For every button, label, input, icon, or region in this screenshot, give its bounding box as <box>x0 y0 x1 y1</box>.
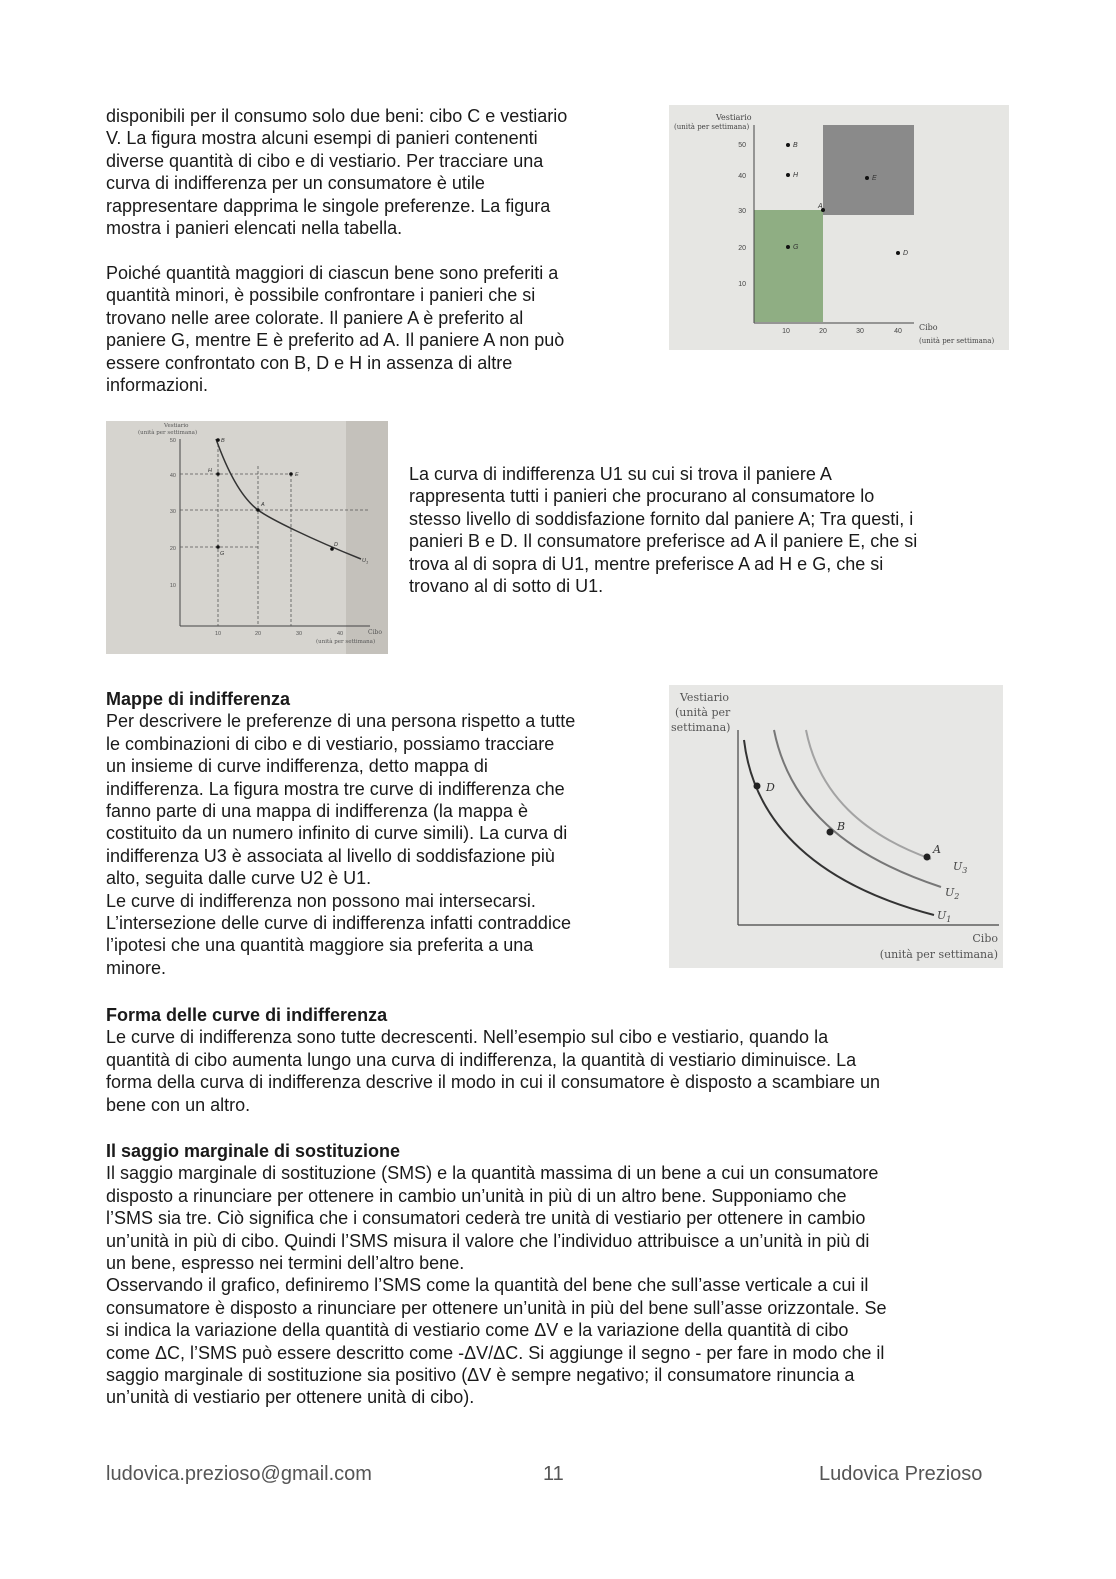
point-a <box>256 508 260 512</box>
x-tick-label: 40 <box>336 631 344 637</box>
x-tick-label: 10 <box>782 328 790 335</box>
text-line: consumatore è disposto a rinunciare per ottenere un’unità in più del bene sull’asse orizzontale. Se <box>106 1297 887 1318</box>
footer-author: Ludovica Prezioso <box>819 1463 983 1485</box>
section-heading: Il saggio marginale di sostituzione <box>106 1141 401 1161</box>
x-tick-label: 20 <box>819 328 827 335</box>
text-line: informazioni. <box>106 375 209 396</box>
x-axis-label: Cibo <box>368 629 382 636</box>
section-heading: Mappe di indifferenza <box>106 689 291 709</box>
x-tick-label: 30 <box>856 328 864 335</box>
text-line: Poiché quantità maggiori di ciascun bene sono preferiti a <box>106 263 559 283</box>
text-line: Le curve di indifferenza non possono mai intersecarsi. <box>106 890 536 911</box>
maps-section <box>106 688 651 979</box>
y-axis-label: Vestiario <box>716 113 752 122</box>
text-line: paniere G, mentre E è preferito ad A. Il paniere A non può <box>106 330 565 351</box>
text-line: l’SMS sia tre. Ciò significa che i consumatori cederà tre unità di vestiario per ottenere in cambio <box>106 1208 866 1229</box>
x-axis-label: Cibo <box>919 323 938 332</box>
text-line: alto, seguita dalle curve U2 è U1. <box>106 868 372 889</box>
u1-paragraph <box>409 463 1009 597</box>
point-label: E <box>872 175 877 182</box>
x-axis-label-unit: (unità per settimana) <box>919 337 995 345</box>
point-h <box>786 173 790 177</box>
text-line: La curva di indifferenza U1 su cui si trova il paniere A <box>409 464 832 484</box>
intro-paragraph <box>106 105 651 239</box>
text-line: mostra i panieri elencati nella tabella. <box>106 218 403 239</box>
text-line: trovano nelle aree colorate. Il paniere A è preferito al <box>106 307 524 328</box>
text-line: stesso livello di soddisfazione fornito dal paniere A; Tra questi, i <box>409 508 914 529</box>
text-line: un’unità di vestiario per ottenere unità di cibo). <box>106 1387 475 1408</box>
text-line: essere confrontato con B, D e H in assenza di altre <box>106 352 513 373</box>
point-label: E <box>295 472 299 478</box>
text-line: indifferenza. La figura mostra tre curve di indifferenza che <box>106 778 565 799</box>
point-b <box>786 143 790 147</box>
text-line: forma della curva di indifferenza descrive il modo in cui il consumatore è disposto a scambiare un <box>106 1072 881 1093</box>
text-line: Per descrivere le preferenze di una persona rispetto a tutte <box>106 711 576 732</box>
x-tick-label: 40 <box>894 328 902 335</box>
text-line: le combinazioni di cibo e di vestiario, possiamo tracciare <box>106 733 555 754</box>
y-axis-label-unit: (unità per settimana) <box>138 430 198 436</box>
y-tick-label: 50 <box>738 142 746 149</box>
point-label: D <box>766 781 775 794</box>
text-line: rappresentare dapprima le singole preferenze. La figura <box>106 195 551 216</box>
text-line: bene con un altro. <box>106 1094 251 1115</box>
text-line: curva di indifferenza per un consumatore è utile <box>106 173 485 194</box>
figure-basket-areas-svg <box>669 105 1009 350</box>
text-line: rappresenta tutti i panieri che procurano al consumatore lo <box>409 486 875 507</box>
x-tick-label: 20 <box>254 631 262 637</box>
less-preferred-area-green <box>754 210 823 322</box>
text-line: trova al di sopra di U1, mentre preferisce A ad H e G, che si <box>409 553 884 574</box>
photo-shadow <box>346 421 388 654</box>
point-label: H <box>793 172 799 179</box>
point-label: G <box>220 551 225 557</box>
point-a <box>924 854 931 861</box>
footer-email: ludovica.prezioso@gmail.com <box>106 1463 372 1485</box>
point-h <box>216 472 220 476</box>
point-label: B <box>793 142 798 149</box>
y-tick-label: 40 <box>169 473 176 479</box>
curve-label-u1: $U_1$ <box>937 909 952 924</box>
y-axis-label-unit: (unità per settimana) <box>674 123 750 131</box>
text-line: costituito da un numero infinito di curve simili). La curva di <box>106 823 568 844</box>
text-line: disponibili per il consumo solo due beni: cibo C e vestiario <box>106 106 568 126</box>
x-axis-label-unit: (unità per settimana) <box>316 639 376 645</box>
y-tick-label: 40 <box>738 173 746 180</box>
text-line: V. La figura mostra alcuni esempi di panieri contenenti <box>106 128 538 149</box>
text-line: diverse quantità di cibo e di vestiario. Per tracciare una <box>106 150 544 171</box>
point-label: A <box>818 203 823 210</box>
point-label: B <box>221 438 225 444</box>
y-tick-label: 10 <box>738 281 746 288</box>
photo-background <box>106 421 388 654</box>
text-line: panieri B e D. Il consumatore preferisce ad A il paniere E, che si <box>409 531 918 552</box>
text-line: quantità minori, è possibile confrontare i panieri che si <box>106 285 536 306</box>
point-label: H <box>208 468 212 474</box>
y-axis-label: Vestiario <box>164 423 189 429</box>
text-line: minore. <box>106 957 167 978</box>
text-line: Osservando il grafico, definiremo l’SMS come la quantità del bene che sull’asse verticale a cui il <box>106 1275 869 1296</box>
preference-paragraph <box>106 262 651 396</box>
x-tick-label: 30 <box>295 631 303 637</box>
text-line: saggio marginale di sostituzione sia positivo (ΔV è sempre negativo; il consumatore rinuncia a <box>106 1365 855 1386</box>
y-axis-label: Vestiario <box>680 691 729 704</box>
point-d <box>896 251 900 255</box>
text-line: un bene, espresso nei termini dell’altro bene. <box>106 1253 465 1274</box>
y-axis-label-unit: (unità per <box>675 706 731 719</box>
figure-indifference-map <box>669 685 1003 968</box>
y-tick-label: 20 <box>169 546 176 552</box>
text-line: indifferenza U3 è associata al livello di soddisfazione più <box>106 845 555 866</box>
text-line: Le curve di indifferenza sono tutte decrescenti. Nell’esempio sul cibo e vestiario, quando la <box>106 1027 829 1048</box>
sms-section <box>106 1140 1016 1409</box>
y-axis-label-unit: settimana) <box>671 721 731 734</box>
figure-basket-areas <box>669 105 1009 350</box>
x-axis-label-unit: (unità per settimana) <box>879 948 998 961</box>
curve-label-u1: $U_1$ <box>362 558 369 565</box>
figure-u1-svg <box>106 421 388 654</box>
y-tick-label: 20 <box>738 245 746 252</box>
figure-indifference-curve-u1 <box>106 421 388 654</box>
point-label: B <box>837 820 846 833</box>
curve-label-u2: $U_2$ <box>945 886 960 901</box>
text-line: si indica la variazione della quantità di vestiario come ΔV e la variazione della quantità di cibo <box>106 1320 849 1341</box>
figure-map-svg <box>669 685 1003 968</box>
point-b <box>827 829 834 836</box>
shape-section <box>106 1004 1016 1116</box>
x-axis-label: Cibo <box>972 932 998 945</box>
point-g <box>786 245 790 249</box>
text-line: Il saggio marginale di sostituzione (SMS) e la quantità massima di un bene a cui un consumatore <box>106 1163 879 1184</box>
point-label: G <box>793 244 799 251</box>
text-line: l’ipotesi che una quantità maggiore sia preferita a una <box>106 935 534 956</box>
text-line: come ΔC, l’SMS può essere descritto come -ΔV/ΔC. Si aggiunge il segno - per fare in modo che il <box>106 1342 885 1363</box>
y-tick-label: 30 <box>738 208 746 215</box>
y-tick-label: 30 <box>169 509 176 515</box>
point-label: D <box>903 250 909 257</box>
preferred-area-gray <box>823 125 914 215</box>
point-label: A <box>933 843 941 856</box>
point-e <box>289 472 293 476</box>
footer-page-number: 11 <box>543 1463 564 1485</box>
y-tick-label: 10 <box>169 583 176 589</box>
y-tick-label: 50 <box>169 438 176 444</box>
point-label: D <box>334 542 338 548</box>
text-line: L’intersezione delle curve di indifferenza infatti contraddice <box>106 913 571 934</box>
text-line: quantità di cibo aumenta lungo una curva di indifferenza, la quantità di vestiario diminuisce. La <box>106 1049 857 1070</box>
point-g <box>216 545 220 549</box>
text-line: un insieme di curve indifferenza, detto mappa di <box>106 756 488 777</box>
point-b <box>216 438 220 442</box>
text-line: fanno parte di una mappa di indifferenza (la mappa è <box>106 801 528 822</box>
point-d <box>754 783 761 790</box>
x-tick-label: 10 <box>214 631 222 637</box>
text-line: un’unità in più di cibo. Quindi l’SMS misura il valore che l’individuo attribuisce a un’unità in più di <box>106 1230 870 1251</box>
text-line: trovano al di sotto di U1. <box>409 576 604 597</box>
curve-label-u3: $U_3$ <box>953 860 968 875</box>
point-e <box>865 176 869 180</box>
text-line: disposto a rinunciare per ottenere in cambio un’unità in più di un altro bene. Supponiamo che <box>106 1185 847 1206</box>
point-label: A <box>261 502 265 508</box>
section-heading: Forma delle curve di indifferenza <box>106 1005 388 1025</box>
